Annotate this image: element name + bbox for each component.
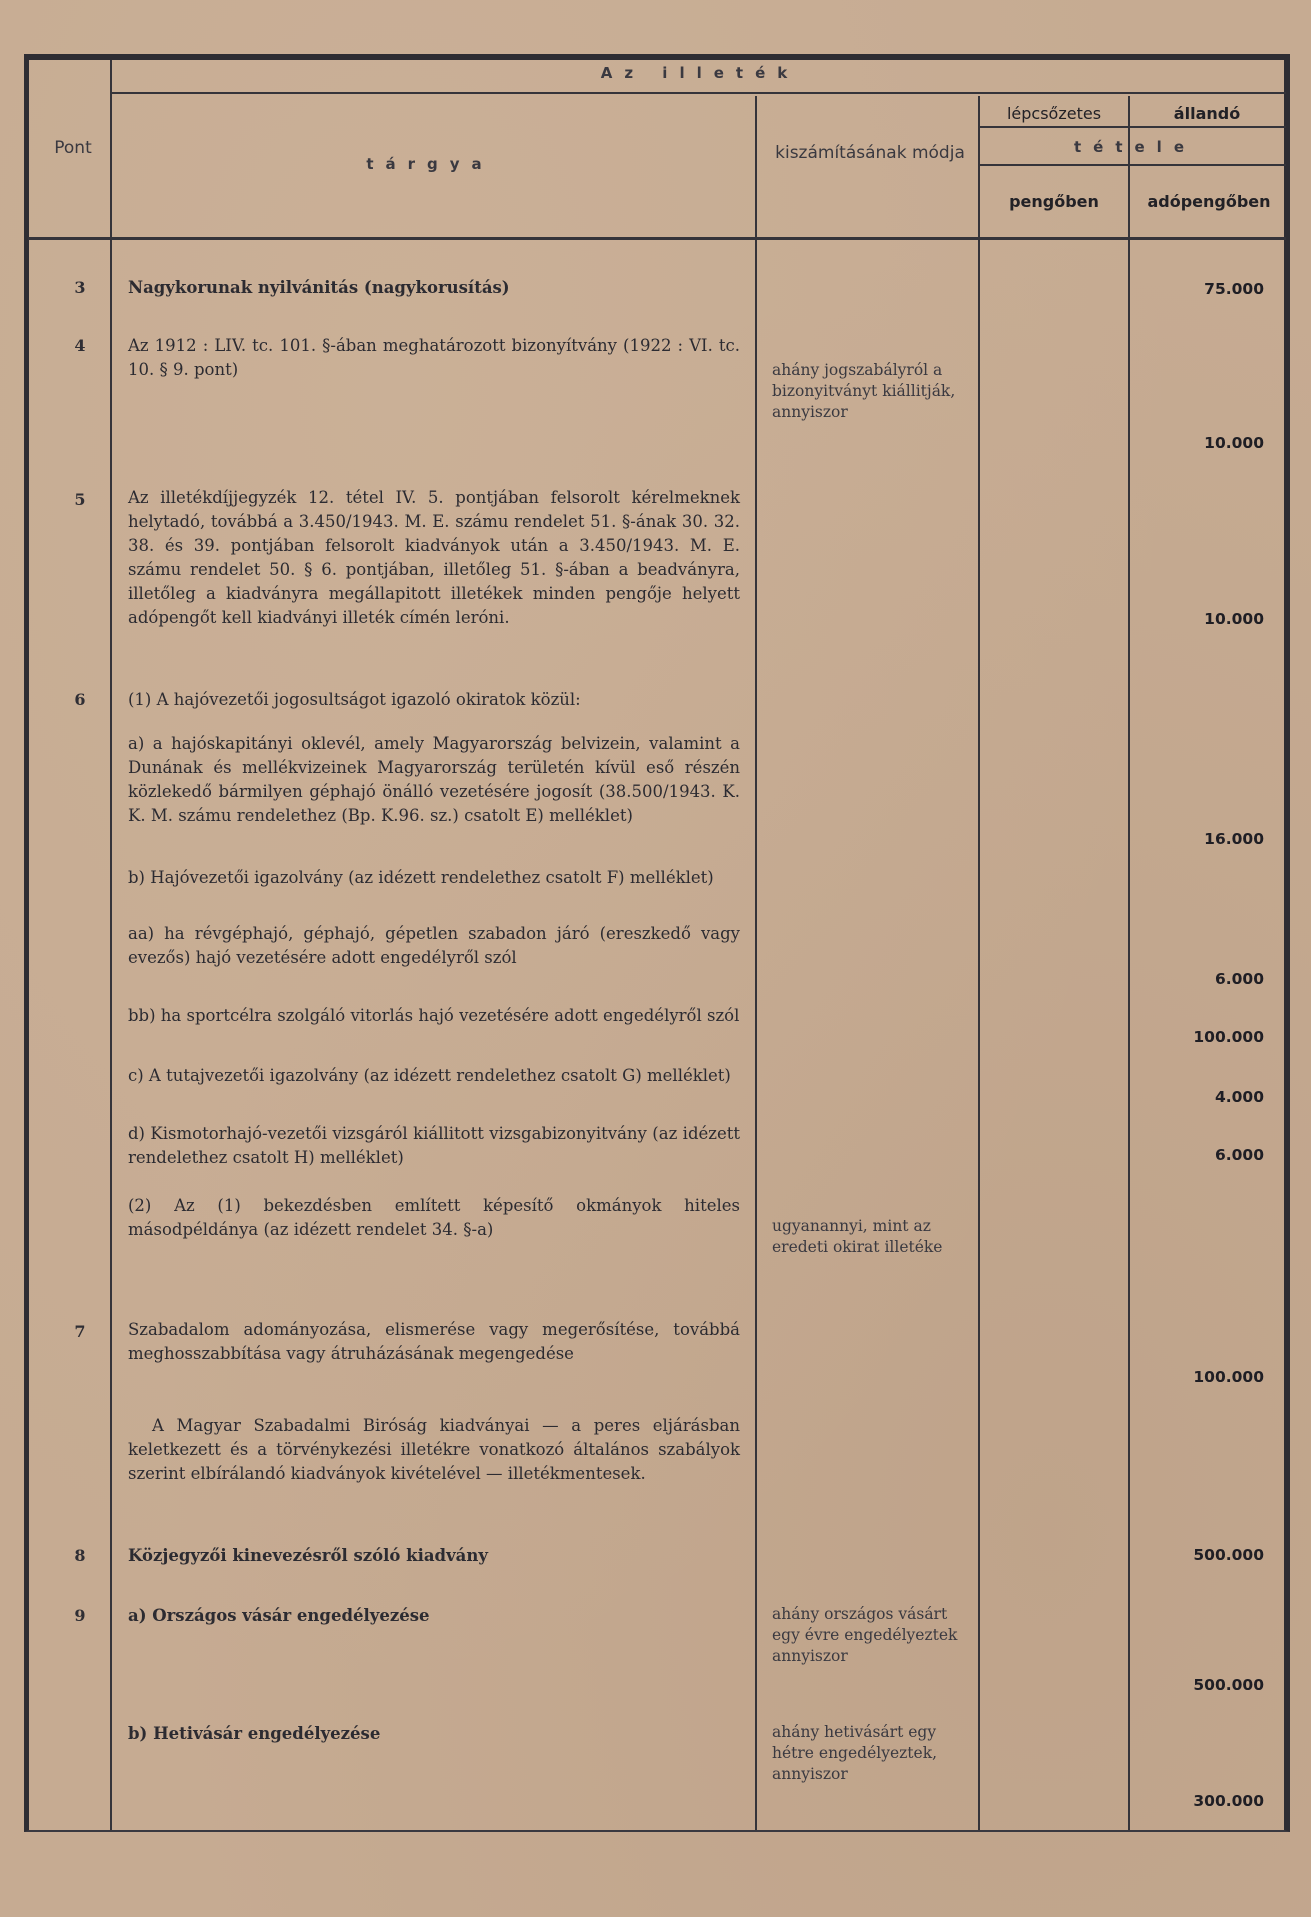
- rule-rate-bottom: [978, 164, 1286, 166]
- header-subject: tárgya: [366, 155, 494, 173]
- row-point: 7: [74, 1322, 86, 1341]
- row-note: A Magyar Szabadalmi Biróság kiadványai — a peres eljárásban keletkezett és a törvénykezési illetékre vonatkozó általános szabályok szerint elbírálandó kiadványok kivételével — illetékmentesek.: [128, 1416, 740, 1483]
- row-subject: a) Országos vásár engedélyezése: [128, 1606, 430, 1625]
- header-point: Pont: [54, 138, 92, 158]
- rule-header-bottom: [28, 237, 1286, 240]
- rule-header-top: [110, 92, 1286, 94]
- row-value: 100.000: [1193, 1028, 1264, 1046]
- row-point: 9: [74, 1606, 86, 1625]
- row-point: 3: [74, 278, 86, 297]
- row-subject: Az 1912 : LIV. tc. 101. §-ában meghatározott bizonyítvány (1922 : VI. tc. 10. § 9. pont): [128, 336, 740, 379]
- rule-subject: [755, 96, 757, 1830]
- header-group-title: Az illeték: [600, 64, 800, 82]
- row-value: 6.000: [1214, 970, 1264, 988]
- row-value: 10.000: [1204, 434, 1264, 452]
- row-subject: Nagykorunak nyilvánitás (nagykorusítás): [128, 278, 510, 297]
- row-subject: c) A tutajvezetői igazolvány (az idézett rendelethez csatolt G) melléklet): [128, 1066, 731, 1085]
- row-point: 8: [74, 1546, 86, 1565]
- header-pengo: pengőben: [1009, 192, 1099, 211]
- row-value: 100.000: [1193, 1368, 1264, 1386]
- row-value: 4.000: [1214, 1088, 1264, 1106]
- header-fixed: állandó: [1173, 104, 1241, 123]
- row-method: ahány hetivásárt egy hétre engedélyeztek, annyiszor: [772, 1723, 938, 1783]
- row-point: 6: [74, 690, 86, 709]
- row-subject: a) a hajóskapitányi oklevél, amely Magyarország belvizein, valamint a Dunának és mellékvizeinek Magyarország területén kívül eső részén közlekedő bármilyen géphajó önálló vezetésére jogosít (38.500/1943. K. K. M. számu rendelethez (Bp. K.96. sz.) csatolt E) melléklet): [128, 734, 740, 825]
- rule-rate-top: [978, 126, 1286, 128]
- row-value: 75.000: [1204, 280, 1264, 298]
- row-value: 500.000: [1193, 1676, 1264, 1694]
- row-subject: (1) A hajóvezetői jogosultságot igazoló okiratok közül:: [128, 690, 581, 709]
- row-method: ugyanannyi, mint az eredeti okirat illetéke: [772, 1217, 943, 1256]
- row-subject: bb) ha sportcélra szolgáló vitorlás hajó vezetésére adott engedélyről szól: [128, 1006, 740, 1025]
- header-adopengo: adópengőben: [1147, 192, 1271, 211]
- row-subject: Az illetékdíjjegyzék 12. tétel IV. 5. pontjában felsorolt kérelmeknek helytadó, továbbá a 3.450/1943. M. E. számu rendelet 51. §-ának 30. 32. 38. és 39. pontjában felsorolt kiadványok után a 3.450/1943. M. E. számu rendelet 50. § 6. pontjában, illetőleg 51. §-ában a beadványra, illetőleg a kiadványra megállapitott illetékek minden pengője helyett adópengőt kell kiadványi illeték címén leróni.: [128, 488, 740, 627]
- row-value: 500.000: [1193, 1546, 1264, 1564]
- row-subject: aa) ha révgéphajó, géphajó, gépetlen szabadon járó (ereszkedő vagy evezős) hajó vezetésére adott engedélyről szól: [128, 924, 740, 967]
- row-subject: b) Hetivásár engedélyezése: [128, 1724, 381, 1743]
- row-method: ahány országos vásárt egy évre engedélyeztek annyiszor: [772, 1605, 958, 1665]
- header-rate: tétele: [1073, 138, 1196, 156]
- row-value: 6.000: [1214, 1146, 1264, 1164]
- header-progressive: lépcsőzetes: [1006, 104, 1102, 123]
- row-value: 300.000: [1193, 1792, 1264, 1810]
- rule-point: [110, 60, 112, 1830]
- row-method: ahány jogszabályról a bizonyitványt kiállitják, annyiszor: [772, 361, 956, 421]
- row-value: 16.000: [1204, 830, 1264, 848]
- row-subject: Közjegyzői kinevezésről szóló kiadvány: [128, 1546, 488, 1565]
- row-subject: b) Hajóvezetői igazolvány (az idézett rendelethez csatolt F) melléklet): [128, 868, 714, 887]
- row-point: 4: [74, 336, 86, 355]
- row-subject: Szabadalom adományozása, elismerése vagy megerősítése, továbbá meghosszabbítása vagy átruházásának megengedése: [128, 1320, 740, 1363]
- row-value: 10.000: [1204, 610, 1264, 628]
- row-subject: (2) Az (1) bekezdésben említett képesítő okmányok hiteles másodpéldánya (az idézett rendelet 34. §-a): [128, 1196, 740, 1239]
- rule-method: [978, 96, 980, 1830]
- header-method: kiszámításának módja: [775, 143, 965, 163]
- rule-pengo: [1128, 96, 1130, 1830]
- row-subject: d) Kismotorhajó-vezetői vizsgáról kiállitott vizsgabizonyitvány (az idézett rendelethez csatolt H) melléklet): [128, 1124, 740, 1167]
- row-point: 5: [74, 490, 86, 509]
